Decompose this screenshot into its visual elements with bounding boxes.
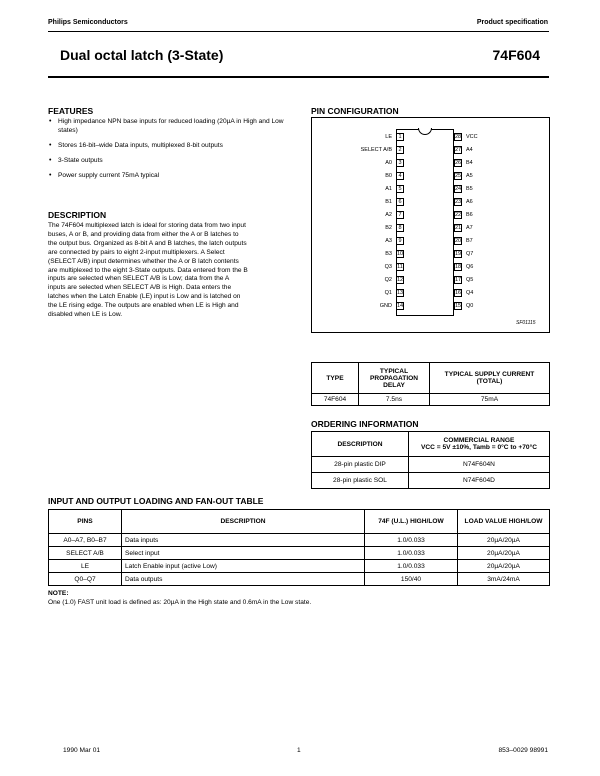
feature-item: • High impedance NPN base inputs for reduced loading (20µA in High and Low states) [48,118,298,136]
pin-name: A5 [466,173,473,179]
pin-number: 5 [396,185,404,193]
order-description: 28-pin plastic DIP [312,457,409,473]
pin-name: A4 [466,147,473,153]
pin-number: 26 [455,160,462,166]
current-cell: 75mA [430,394,550,406]
note-text: One (1.0) FAST unit load is defined as: 20µA in the High state and 0.6mA in the Low state. [48,599,312,606]
footer-date: 1990 Mar 01 [63,747,101,754]
pins-cell: SELECT A/B [49,547,122,560]
note-label: NOTE: [48,590,69,597]
ul-cell: 150/40 [365,573,458,586]
ic-package [396,129,454,316]
pin-name: B3 [385,251,392,257]
pins-cell: LE [49,560,122,573]
pin-name: Q5 [466,277,474,283]
pin-name: A1 [385,186,392,192]
description-line: The 74F604 multiplexed latch is ideal for storing data from two input [48,222,246,229]
load-cell: 3mA/24mA [458,573,550,586]
pin-number: 28 [455,134,462,140]
pin-name: B0 [385,173,392,179]
col-delay: TYPICAL PROPAGATION DELAY [359,363,430,394]
pin-name: Q6 [466,264,474,270]
desc-cell: Latch Enable input (active Low) [122,560,365,573]
pin-name: A6 [466,199,473,205]
pin-name: Q1 [384,290,392,296]
pin-number: 19 [455,251,462,257]
pin-name: Q7 [466,251,474,257]
pin-number: 2 [396,146,404,154]
type-cell: 74F604 [312,394,359,406]
footer-code: 853–0029 98991 [498,747,548,754]
pin-number: 23 [455,199,462,205]
col-pins: PINS [49,510,122,534]
io-table-heading: INPUT AND OUTPUT LOADING AND FAN-OUT TABLE [48,496,264,506]
feature-item: • Stores 16-bit–wide Data inputs, multiplexed 8-bit outputs [48,142,298,151]
pin-name: B4 [466,160,473,166]
feature-item: • 3-State outputs [48,157,298,166]
pin-config-heading: PIN CONFIGURATION [311,106,399,116]
pin-name: GND [379,303,392,309]
pins-cell: A0–A7, B0–B7 [49,534,122,547]
description-heading: DESCRIPTION [48,210,107,220]
ul-cell: 1.0/0.033 [365,560,458,573]
col-ul: 74F (U.L.) HIGH/LOW [365,510,458,534]
description-line: are connected by pairs to eight 2-input multiplexers. A Select [48,248,225,256]
pins-cell: Q0–Q7 [49,573,122,586]
load-cell: 20µA/20µA [458,560,550,573]
order-code: N74F604N [409,457,550,473]
pin-number: 27 [455,147,462,153]
pin-number: 10 [397,251,404,257]
pin-number: 12 [397,277,404,283]
description-line: disabled when LE is Low. [48,311,123,319]
type-table [311,362,550,406]
pin-name: SELECT A/B [360,147,392,153]
pin-number: 18 [455,264,462,270]
ul-cell: 1.0/0.033 [365,547,458,560]
pin-number: 13 [397,290,404,296]
commercial-range-label: COMMERCIAL RANGE [443,437,515,444]
description-line: inputs are selected when SELECT A/B is High. Data enters the [48,284,232,292]
pin-name: A3 [385,238,392,244]
col-commercial-range [409,432,550,457]
doc-type: Product specification [476,19,548,26]
load-cell: 20µA/20µA [458,547,550,560]
pin-number: 3 [396,159,404,167]
col-io-description: DESCRIPTION [122,510,365,534]
pin-name: B6 [466,212,473,218]
company-name: Philips Semiconductors [48,19,128,26]
footer-page: 1 [297,747,301,754]
description-line: (SELECT A/B) input determines whether the A or B latch contents [48,257,239,265]
pin-name: LE [385,134,392,140]
pin-number: 15 [455,303,462,309]
col-current: TYPICAL SUPPLY CURRENT (TOTAL) [430,363,550,394]
title-rule [48,76,549,78]
desc-cell: Select input [122,547,365,560]
load-cell: 20µA/20µA [458,534,550,547]
order-code: N74F604D [409,473,550,489]
pin-name: B5 [466,186,473,192]
description-line: inputs are selected when SELECT A/B is Low; data from the A [48,275,230,283]
description-line: the output bus. Organized as 8-bit A and B latches, the latch outputs [48,239,247,247]
col-load: LOAD VALUE HIGH/LOW [458,510,550,534]
delay-cell: 7.5ns [359,394,430,406]
features-heading: FEATURES [48,106,94,116]
pin-name: Q3 [384,264,392,270]
desc-cell: Data outputs [122,573,365,586]
pin-number: 16 [455,290,462,296]
description-line: the LE rising edge. The outputs are enabled when LE is High and [48,302,239,310]
pin-number: 1 [396,133,404,141]
pin-number: 7 [396,211,404,219]
pin-number: 4 [396,172,404,180]
pin-name: Q2 [384,277,392,283]
pin-name: A0 [385,160,392,166]
pin-number: 6 [396,198,404,206]
pin-number: 17 [455,277,462,283]
io-loading-table [48,509,550,586]
pin-number: 21 [455,225,462,231]
pin-name: VCC [466,134,478,140]
figure-code: SF01115 [516,320,536,326]
desc-cell: Data inputs [122,534,365,547]
doc-title: Dual octal latch (3-State) [60,47,224,63]
pin-name: B2 [385,225,392,231]
ordering-table [311,431,550,489]
pin-name: A7 [466,225,473,231]
pin-name: B1 [385,199,392,205]
ul-cell: 1.0/0.033 [365,534,458,547]
pin-number: 24 [455,186,462,192]
ordering-heading: ORDERING INFORMATION [311,419,419,429]
col-description: DESCRIPTION [312,432,409,457]
pin-name: A2 [385,212,392,218]
description-line: buses, A or B, and providing data from either the A or B latches to [48,230,239,238]
pin-number: 8 [396,224,404,232]
pin-number: 22 [455,212,462,218]
pin-number: 20 [455,238,462,244]
description-line: are multiplexed to the eight 3-State outputs. Data entered from the B [48,266,248,274]
description-body [48,222,303,320]
pin-number: 9 [396,237,404,245]
features-list [48,118,298,187]
order-description: 28-pin plastic SOL [312,473,409,489]
pin-number: 14 [397,303,404,309]
pin-name: B7 [466,238,473,244]
pin-number: 11 [397,264,403,270]
description-line: latches when the Latch Enable (LE) input is Low and is latched on [48,293,241,301]
pin-name: Q4 [466,290,474,296]
feature-item: • Power supply current 75mA typical [48,172,298,181]
col-type: TYPE [312,363,359,394]
pin-name: Q0 [466,303,474,309]
commercial-range-conditions: VCC = 5V ±10%, Tamb = 0°C to +70°C [421,444,537,451]
pin-number: 25 [455,173,462,179]
part-number: 74F604 [492,47,540,63]
header-rule [48,31,549,32]
